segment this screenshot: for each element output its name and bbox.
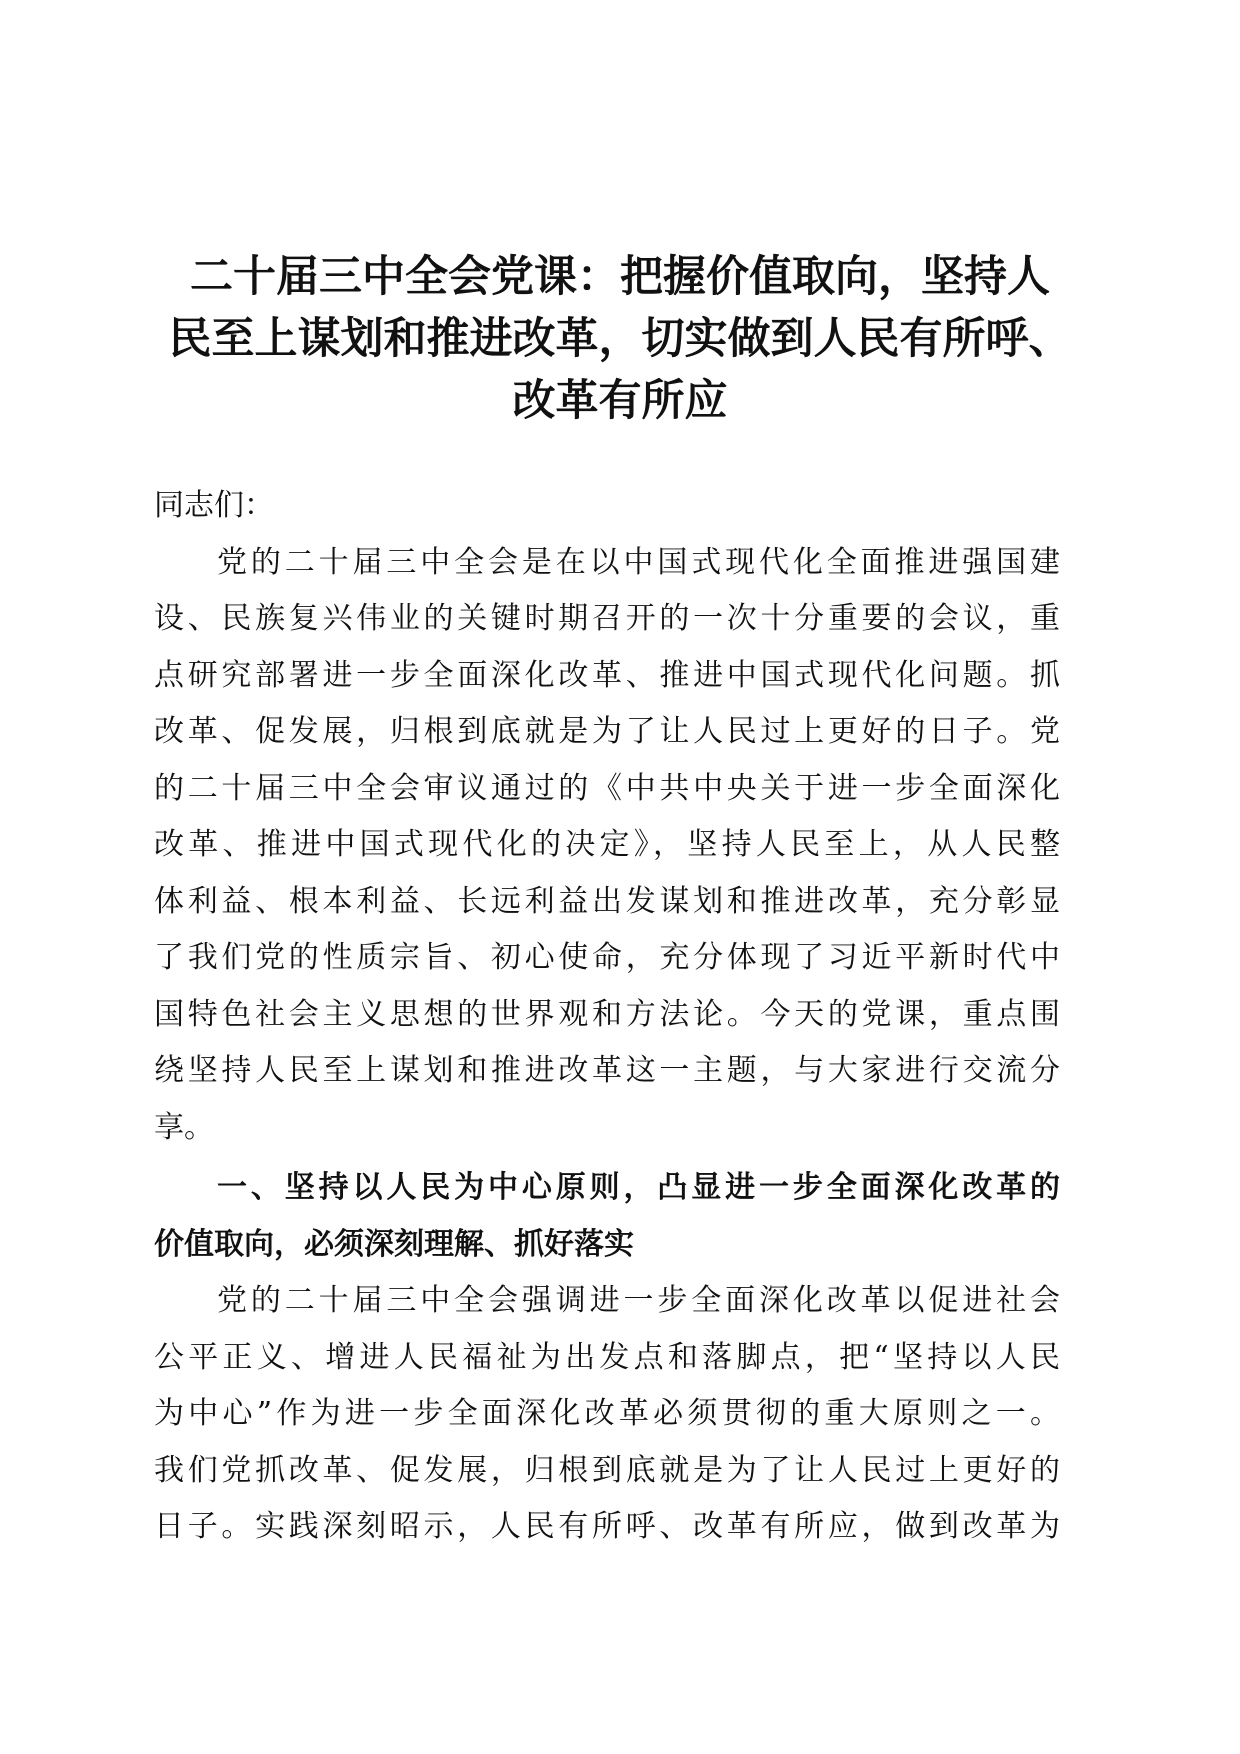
paragraph-line: 享。 [154, 1109, 214, 1145]
paragraph-line: 点研究部署进一步全面深化改革、推进中国式现代化问题。抓 [154, 657, 1060, 693]
paragraph-line: 我们党抓改革、促发展，归根到底就是为了让人民过上更好的 [154, 1452, 1060, 1488]
paragraph-line: 日子。实践深刻昭示，人民有所呼、改革有所应，做到改革为 [154, 1509, 1060, 1544]
paragraph-line: 改革、促发展，归根到底就是为了让人民过上更好的日子。党 [154, 714, 1060, 749]
paragraph-line: 国特色社会主义思想的世界观和方法论。今天的党课，重点围 [154, 996, 1060, 1032]
heading-line: 一、坚持以人民为中心原则，凸显进一步全面深化改革的 [217, 1170, 1060, 1205]
heading-line: 价值取向，必须深刻理解、抓好落实 [154, 1226, 634, 1262]
paragraph-line: 绕坚持人民至上谋划和推进改革这一主题，与大家进行交流分 [154, 1053, 1060, 1088]
section-paragraph [154, 1273, 1060, 1556]
paragraph-line: 的二十届三中全会审议通过的《中共中央关于进一步全面深化 [154, 770, 1060, 806]
document-title [150, 246, 1090, 432]
intro-paragraph [154, 535, 1060, 1157]
paragraph-line: 体利益、根本利益、长远利益出发谋划和推进改革，充分彰显 [154, 883, 1060, 919]
document-body [154, 478, 1060, 1556]
paragraph-line: 设、民族复兴伟业的关键时期召开的一次十分重要的会议，重 [154, 601, 1060, 636]
paragraph-line: 了我们党的性质宗旨、初心使命，充分体现了习近平新时代中 [154, 940, 1060, 975]
section-heading [154, 1160, 1060, 1273]
paragraph-line: 党的二十届三中全会强调进一步全面深化改革以促进社会 [217, 1283, 1060, 1318]
paragraph-line: 为中心”作为进一步全面深化改革必须贯彻的重大原则之一。 [154, 1396, 1060, 1431]
paragraph-line: 党的二十届三中全会是在以中国式现代化全面推进强国建 [217, 544, 1060, 580]
title-line: 民至上谋划和推进改革，切实做到人民有所呼、 [168, 314, 1072, 364]
salutation: 同志们： [154, 488, 274, 523]
paragraph-line: 改革、推进中国式现代化的决定》，坚持人民至上，从人民整 [154, 827, 1060, 862]
title-line: 二十届三中全会党课：把握价值取向，坚持人 [190, 252, 1050, 302]
paragraph-line: 公平正义、增进人民福祉为出发点和落脚点，把“坚持以人民 [154, 1339, 1060, 1375]
title-line: 改革有所应 [512, 376, 728, 426]
